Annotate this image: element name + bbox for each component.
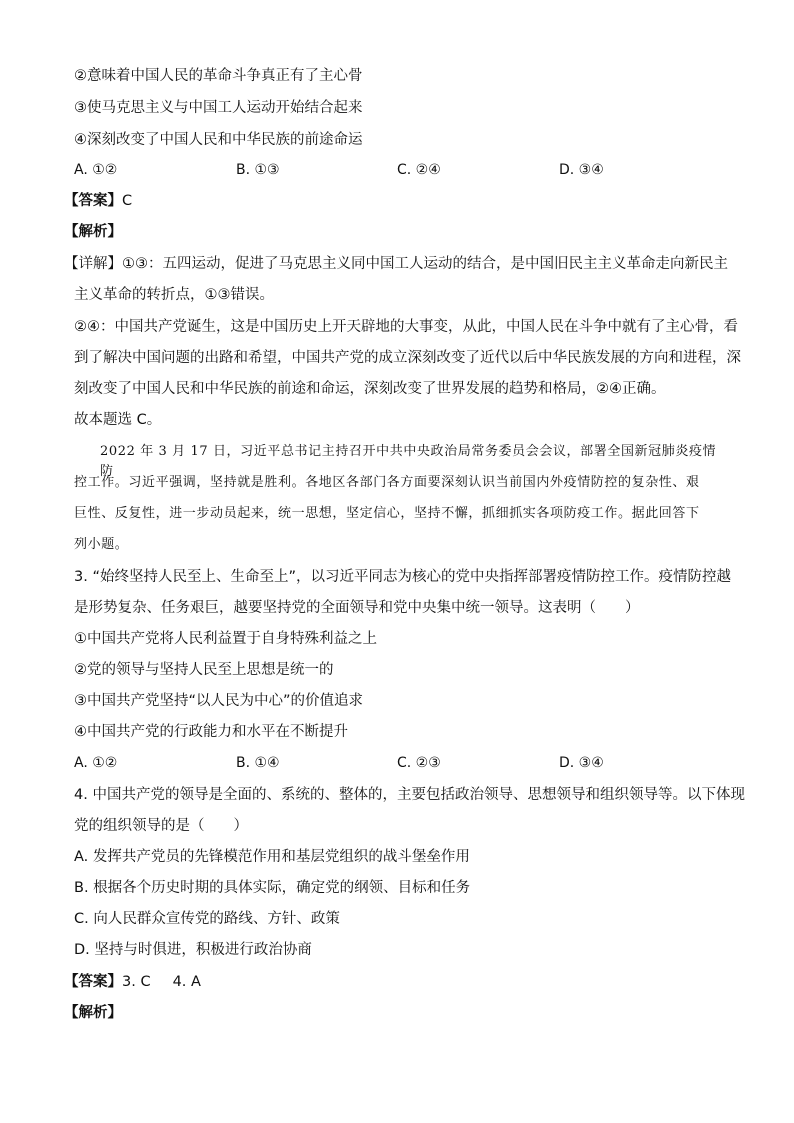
choice-a: A. ①② [74, 162, 118, 178]
q3-choices [74, 753, 734, 773]
material-line-3: 巨性、反复性，进一步动员起来，统一思想，坚定信心，坚持不懈，抓细抓实各项防疫工作。据此回答下 [74, 506, 700, 521]
choice-c: C. ②④ [397, 162, 441, 178]
q4-choice-b: B. 根据各个历史时期的具体实际，确定党的纲领、目标和任务 [74, 880, 471, 896]
q4-choice-a: A. 发挥共产党员的先锋模范作用和基层党组织的战斗堡垒作用 [74, 849, 470, 865]
choice-d: D. ③④ [559, 162, 604, 178]
q4-choice-c: C. 向人民群众宣传党的路线、方针、政策 [74, 911, 340, 927]
answer-4: 4. A [172, 974, 201, 990]
option-line-3: ③使马克思主义与中国工人运动开始结合起来 [74, 100, 363, 116]
q3-option-2: ②党的领导与坚持人民至上思想是统一的 [74, 662, 334, 678]
q3-stem-line-1: 3. “始终坚持人民至上、生命至上”，以习近平同志为核心的党中央指挥部署疫情防控工作。疫情防控越 [74, 569, 731, 585]
q3-choice-a: A. ①② [74, 755, 118, 771]
detail-line-3: ②④：中国共产党诞生，这是中国历史上开天辟地的大事变，从此，中国人民在斗争中就有了主心骨，看 [74, 319, 738, 335]
answer-value: C [122, 193, 133, 209]
q3-option-3: ③中国共产党坚持“以人民为中心”的价值追求 [74, 693, 364, 709]
q3-option-1: ①中国共产党将人民利益置于自身特殊利益之上 [74, 631, 377, 647]
material-line-4: 列小题。 [74, 537, 129, 552]
q4-choice-d: D. 坚持与时俱进，积极进行政治协商 [74, 942, 312, 958]
detail-line-1: 【详解】①③：五四运动，促进了马克思主义同中国工人运动的结合，是中国旧民主主义革命走向新民主 [64, 256, 728, 272]
answer-line [64, 191, 132, 211]
q3-choice-d: D. ③④ [559, 755, 604, 771]
detail-line-6: 故本题选 C。 [74, 412, 162, 428]
choice-b: B. ①③ [236, 162, 280, 178]
option-line-2: ②意味着中国人民的革命斗争真正有了主心骨 [74, 68, 363, 84]
option-line-4: ④深刻改变了中国人民和中华民族的前途命运 [74, 132, 363, 148]
prev-choices [74, 160, 734, 180]
q3-choice-c: C. ②③ [397, 755, 441, 771]
answers-label: 【答案】 [64, 974, 122, 990]
answers-line [64, 972, 201, 992]
q3-option-4: ④中国共产党的行政能力和水平在不断提升 [74, 724, 348, 740]
material-line-1: 2022 年 3 月 17 日，习近平总书记主持召开中共中央政治局常务委员会会议，部署全国新冠肺炎疫情防 [100, 444, 717, 479]
answer-label: 【答案】 [64, 193, 122, 209]
answers-analysis-label: 【解析】 [64, 1005, 122, 1021]
detail-line-2: 主义革命的转折点，①③错误。 [74, 287, 274, 303]
q4-stem-line-1: 4. 中国共产党的领导是全面的、系统的、整体的，主要包括政治领导、思想领导和组织领导等。以下体现 [74, 787, 745, 803]
material-line-2: 控工作。习近平强调，坚持就是胜利。各地区各部门各方面要深刻认识当前国内外疫情防控的复杂性、艰 [74, 475, 700, 490]
analysis-label: 【解析】 [64, 224, 122, 240]
detail-line-5: 刻改变了中国人民和中华民族的前途和命运，深刻改变了世界发展的趋势和格局，②④正确。 [74, 381, 666, 397]
detail-line-4: 到了解决中国问题的出路和希望，中国共产党的成立深刻改变了近代以后中华民族发展的方向和进程，深 [74, 350, 741, 366]
q3-stem-line-2: 是形势复杂、任务艰巨，越要坚持党的全面领导和党中央集中统一领导。这表明（ ） [74, 600, 640, 616]
q3-choice-b: B. ①④ [236, 755, 280, 771]
q4-stem-line-2: 党的组织领导的是（ ） [74, 818, 248, 834]
answer-3: 3. C [122, 974, 151, 990]
